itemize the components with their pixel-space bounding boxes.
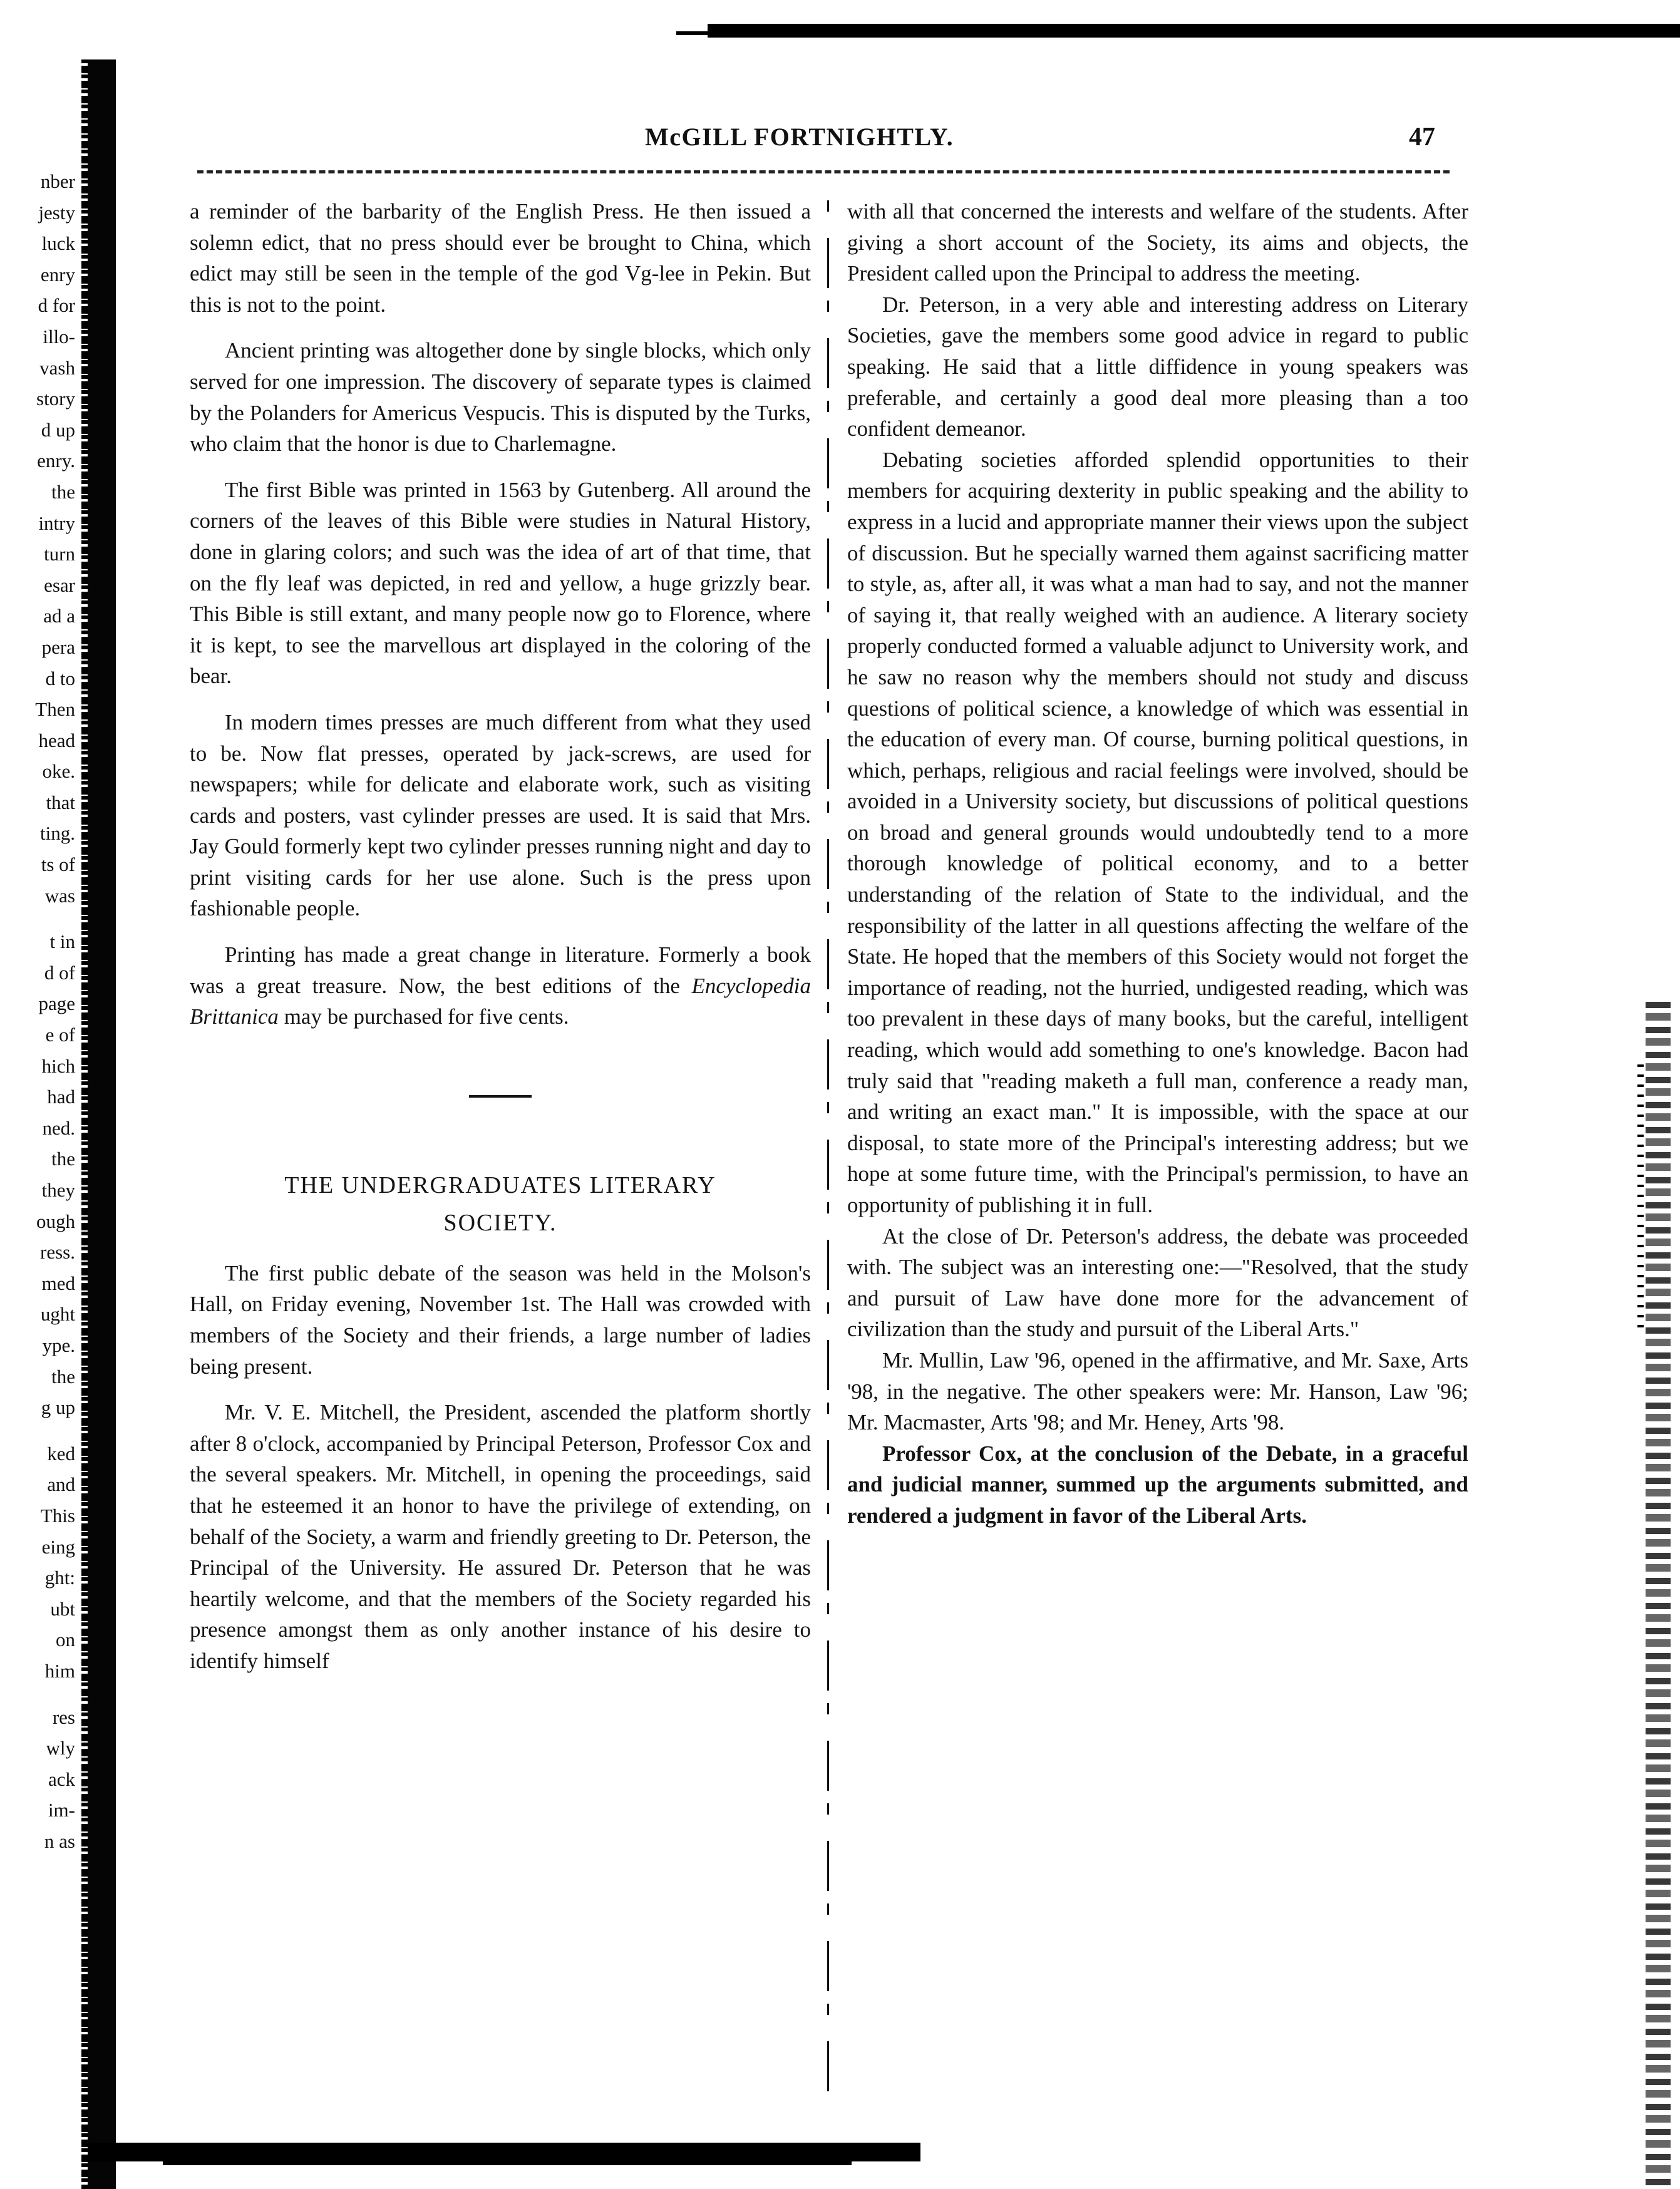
paragraph — [190, 939, 811, 1033]
paragraph: The first Bible was printed in 1563 by Gutenberg. All around the corners of the leaves of this Bible were studies in Natural History, done in glaring colors; and such was the idea of art of that time, that on the fly leaf was depicted, in red and yellow, a huge grizzly bear. This Bible is still extant, and many people now go to Florence, where it is kept, to see the marvellous art displayed in the coloring of the bear. — [190, 477, 811, 689]
bleed-fragment: hich — [41, 1054, 75, 1077]
bleed-fragment: luck — [41, 232, 75, 255]
scan-border-bottom-2 — [163, 2159, 852, 2165]
bleed-fragment: esar — [44, 574, 75, 596]
bleed-fragment: head — [38, 729, 75, 751]
text-run: Printing has made a great change in literature. Formerly a book was a great treasure. Now, the best editions of the — [190, 942, 811, 998]
bleed-fragment: d of — [44, 961, 75, 984]
bleed-fragment: ough — [36, 1210, 75, 1232]
bleed-fragment: page — [38, 992, 75, 1015]
bleed-fragment: med — [41, 1272, 75, 1294]
page-number: 47 — [1409, 123, 1435, 152]
bleed-fragment: turn — [44, 543, 75, 565]
section-heading-line: THE UNDERGRADUATES LITERARY — [284, 1172, 716, 1198]
bleed-fragment: ught — [40, 1303, 75, 1326]
header-rule — [197, 170, 1450, 173]
bleed-fragment: enry. — [37, 450, 75, 472]
bleed-fragment: enry — [40, 263, 75, 286]
right-column — [847, 196, 1468, 1532]
bleed-fragment: d up — [41, 418, 75, 441]
column-divider — [827, 200, 829, 2098]
bleed-fragment: g up — [41, 1396, 75, 1419]
bleed-fragment: res — [52, 1706, 75, 1728]
section-separator — [469, 1095, 532, 1098]
bleed-fragment: This — [40, 1504, 75, 1527]
running-head — [188, 122, 1471, 160]
bleed-fragment: the — [51, 1148, 75, 1170]
facing-page-bleed-text — [0, 166, 81, 1857]
bleed-fragment: pera — [41, 636, 75, 658]
bleed-fragment: ght: — [44, 1567, 75, 1589]
paragraph: Debating societies afforded splendid opportunities to their members for acquiring dexterity in public speaking and the ability to express in a lucid and appropriate manner their views upon the subject of discussion. But he specially warned them against sacrificing matter to style, as, after all, it was what a man had to say, and not the manner of saying it, that really weighed with an audience. A literary society properly conducted formed a valuable adjunct to University work, and he saw no reason why the members should not study and discuss questions of political science, a knowledge of which was essential in the education of every man. Of course, burning political questions, in which, perhaps, religious and racial feelings were involved, should be avoided in a University society, but discussions of political questions on broad and general grounds would undoubtedly tend to a more thorough knowledge of political economy, and to a better understanding of the relation of State to the individual, and the responsibility of the latter in all questions affecting the welfare of the State. He hoped that the members of this Society would not forget the importance of reading, not the hurried, undigested reading, which was too prevalent in these days of many books, but the careful, intelligent reading, which would add something to one's knowledge. Bacon had truly said that "reading maketh a full man, conference a ready man, and writing an exact man." It is impossible, with the space at our disposal, to state more of the Principal's interesting address; but we hope at some future time, with the Principal's permission, to have an opportunity of publishing it in full. — [847, 447, 1468, 1217]
italic-title: Encyclopedia Brittanica — [190, 973, 811, 1029]
bleed-gap — [0, 1423, 81, 1438]
bleed-fragment: ts of — [41, 853, 75, 876]
bleed-fragment: ress. — [40, 1241, 75, 1264]
bleed-fragment: story — [36, 388, 75, 410]
paragraph: At the close of Dr. Peterson's address, the debate was proceeded with. The subject was an interesting one:—"Resolved, that the study and pursuit of Law have done more for the advancement of civilization than the study and pursuit of the Liberal Arts." — [847, 1223, 1468, 1342]
bleed-fragment: eing — [41, 1535, 75, 1558]
bleed-fragment: nber — [40, 170, 75, 192]
scan-border-left — [88, 59, 116, 2189]
text-run: may be purchased for five cents. — [278, 1004, 569, 1029]
paragraph: Mr. Mullin, Law '96, opened in the affirmative, and Mr. Saxe, Arts '98, in the negative. The other speakers were: Mr. Hanson, Law '96; Mr. Macmaster, Arts '98; and Mr. Heney, Arts '98. — [847, 1347, 1468, 1435]
paragraph: with all that concerned the interests and welfare of the students. After giving a short account of the Society, its aims and objects, the President called upon the Principal to address the meeting. — [847, 199, 1468, 286]
bleed-fragment: was — [44, 884, 75, 907]
paragraph: Dr. Peterson, in a very able and interesting address on Literary Societies, gave the members some good advice in regard to public speaking. He said that a little diffidence in young speakers was preferable, and certainly a good deal more pleasing than a too confident demeanor. — [847, 292, 1468, 441]
paragraph: The first public debate of the season was held in the Molson's Hall, on Friday evening, November 1st. The Hall was crowded with members of the Society and their friends, a large number of ladies being present. — [190, 1260, 811, 1379]
bleed-fragment: ubt — [50, 1597, 75, 1620]
bleed-fragment: ting. — [40, 822, 75, 845]
bleed-fragment: intry — [38, 512, 75, 534]
bleed-fragment: they — [41, 1179, 75, 1201]
bleed-fragment: ad a — [43, 605, 75, 627]
bleed-fragment: him — [44, 1659, 75, 1682]
bleed-fragment: t in — [49, 930, 75, 953]
scan-border-top — [708, 24, 1680, 38]
bleed-fragment: and — [47, 1473, 75, 1496]
scan-border-right-inner — [1637, 1064, 1644, 1327]
bleed-fragment: n as — [44, 1830, 75, 1852]
left-column — [190, 196, 811, 1677]
bleed-gap — [0, 911, 81, 926]
bleed-fragment: the — [51, 1365, 75, 1388]
bleed-fragment: had — [47, 1086, 75, 1108]
bleed-gap — [0, 1687, 81, 1702]
bleed-fragment: on — [56, 1629, 75, 1651]
bleed-fragment: oke. — [42, 760, 75, 783]
bleed-fragment: ype. — [42, 1334, 75, 1356]
bleed-fragment: wly — [46, 1737, 75, 1759]
scan-border-right — [1646, 1002, 1671, 2189]
bleed-fragment: that — [46, 791, 75, 813]
bleed-fragment: ked — [47, 1442, 75, 1465]
section-heading-line: SOCIETY. — [443, 1209, 557, 1236]
bleed-fragment: ack — [48, 1768, 75, 1790]
bleed-fragment: vash — [39, 356, 75, 379]
bleed-fragment: illo- — [43, 325, 75, 348]
bleed-fragment: the — [51, 480, 75, 503]
paragraph: In modern times presses are much different from what they used to be. Now flat presses, operated by jack-screws, are used for newspapers; while for delicate and elaborate work, such as visiting cards and posters, vast cylinder presses are used. It is said that Mrs. Jay Gould formerly kept two cylinder presses running night and day to print visiting cards for her use alone. Such is the press upon fashionable people. — [190, 709, 811, 921]
bleed-fragment: Then — [35, 698, 75, 721]
paragraph: a reminder of the barbarity of the English Press. He then issued a solemn edict, that no press should ever be brought to China, which edict may still be seen in the temple of the god Vg-lee in Pekin. But this is not to the point. — [190, 199, 811, 317]
bleed-fragment: im- — [48, 1799, 75, 1821]
bleed-fragment: d for — [38, 294, 75, 317]
paragraph: Ancient printing was altogether done by single blocks, which only served for one impression. The discovery of separate types is claimed by the Polanders for Americus Vespucis. This is disputed by the Turks, who claim that the honor is due to Charlemagne. — [190, 338, 811, 456]
bleed-fragment: ned. — [42, 1116, 75, 1139]
section-heading — [190, 1167, 811, 1242]
paragraph: Mr. V. E. Mitchell, the President, ascended the platform shortly after 8 o'clock, accompanied by Principal Peterson, Professor Cox and the several speakers. Mr. Mitchell, in opening the proceedings, said that he esteemed it an honor to have the privilege of extending, on behalf of the Society, a warm and friendly greeting to Dr. Peterson, the Principal of the University. He assured Dr. Peterson that he was heartily welcome, and that the members of the Society regarded his presence amongst them as only another instance of his desire to identify himself — [190, 1400, 811, 1673]
bleed-fragment: d to — [45, 667, 75, 689]
paragraph: Professor Cox, at the conclusion of the Debate, in a graceful and judicial manner, summed up the arguments submitted, and rendered a judgment in favor of the Liberal Arts. — [847, 1441, 1468, 1528]
journal-title: McGILL FORTNIGHTLY. — [645, 123, 954, 151]
bleed-fragment: e of — [45, 1024, 75, 1046]
bleed-fragment: jesty — [38, 201, 75, 224]
